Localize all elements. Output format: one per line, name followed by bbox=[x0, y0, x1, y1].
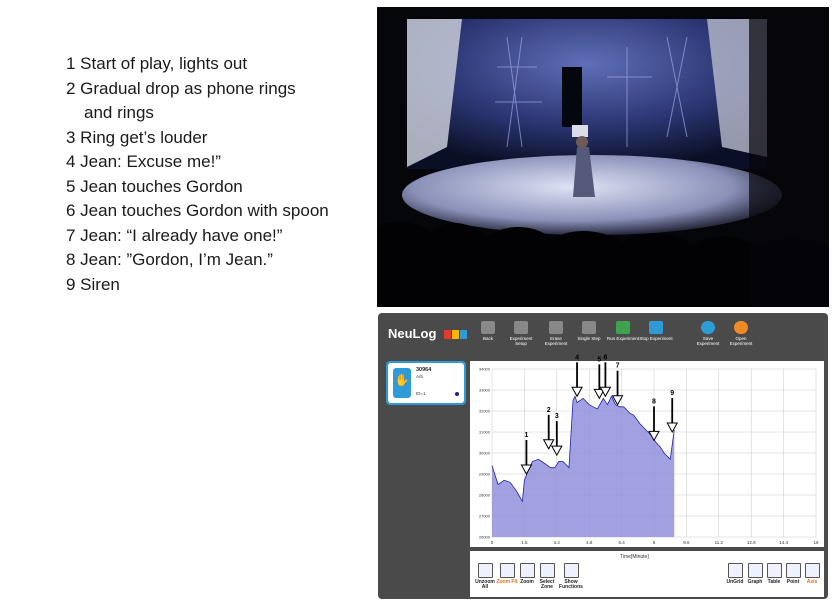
x-tick-label: 12.8 bbox=[746, 540, 756, 545]
x-tick-label: 14.4 bbox=[779, 540, 788, 545]
sensor-module-panel[interactable] bbox=[386, 361, 466, 405]
axis-icon bbox=[805, 563, 820, 578]
experiment-setup-button[interactable]: Experiment Setup bbox=[504, 321, 538, 346]
setup-icon bbox=[514, 321, 528, 334]
hand-icon: ✋ bbox=[393, 368, 411, 398]
graph-toolbar bbox=[470, 551, 824, 597]
y-tick-label: 31000 bbox=[478, 429, 490, 435]
annotation-label: 7 bbox=[615, 362, 620, 370]
sensor-value: 30964 bbox=[416, 367, 432, 373]
cloud-download-icon bbox=[734, 321, 748, 334]
x-tick-label: 6.4 bbox=[618, 540, 625, 545]
annotation-label: 6 bbox=[603, 354, 608, 362]
axis-button[interactable]: Axis bbox=[799, 563, 825, 585]
x-tick-label: 11.2 bbox=[714, 540, 724, 545]
zoom-icon bbox=[520, 563, 535, 578]
x-tick-label: 8 bbox=[652, 540, 656, 545]
zoom-button[interactable]: Zoom bbox=[514, 563, 540, 585]
sensor-unit: Arb bbox=[416, 374, 424, 379]
neulog-app-window bbox=[378, 313, 828, 599]
annotation-label: 2 bbox=[546, 406, 551, 414]
cue-notes-list bbox=[66, 52, 329, 297]
cue-note: 3 Ring get’s louder bbox=[66, 127, 208, 147]
x-tick-label: 9.6 bbox=[683, 540, 690, 545]
x-tick-label: 4.8 bbox=[586, 540, 593, 545]
y-tick-label: 32000 bbox=[478, 408, 490, 414]
cue-note: 5 Jean touches Gordon bbox=[66, 176, 243, 196]
single-step-button[interactable]: Single Step bbox=[572, 321, 606, 341]
annotation-label: 9 bbox=[670, 390, 675, 397]
x-tick-label: 0 bbox=[490, 540, 494, 545]
x-tick-label: 3.2 bbox=[553, 540, 560, 545]
cue-note: and rings bbox=[84, 103, 154, 122]
stop-experiment-button[interactable]: Stop Experiment bbox=[639, 321, 673, 341]
annotation-label: 3 bbox=[554, 413, 559, 421]
table-view-button[interactable]: Table bbox=[761, 563, 787, 585]
zoom-fit-button[interactable]: Zoom Fit bbox=[494, 563, 520, 585]
run-experiment-button[interactable]: Run Experiment bbox=[606, 321, 640, 341]
annotation-arrow-head bbox=[667, 423, 677, 432]
cue-note: 7 Jean: “I already have one!” bbox=[66, 225, 283, 245]
annotation-label: 5 bbox=[597, 356, 602, 364]
cue-note: 4 Jean: Excuse me!” bbox=[66, 152, 221, 171]
status-dot bbox=[455, 392, 459, 396]
cue-note: 9 Siren bbox=[66, 274, 120, 294]
sensor-id: ID=1 bbox=[416, 391, 426, 396]
y-tick-label: 27000 bbox=[478, 513, 490, 519]
camera-icon bbox=[582, 321, 596, 334]
cue-note: 1 Start of play, lights out bbox=[66, 54, 248, 73]
magnifier-icon bbox=[478, 563, 493, 578]
erase-experiment-button[interactable]: Erase Experiment bbox=[539, 321, 573, 346]
graph-view-button[interactable]: Graph bbox=[742, 563, 768, 585]
y-tick-label: 34000 bbox=[478, 366, 490, 372]
annotation-label: 1 bbox=[524, 432, 529, 439]
neulog-logo: NeuLog bbox=[388, 326, 467, 341]
stage-photo bbox=[377, 7, 829, 307]
grid-icon bbox=[728, 563, 743, 578]
stop-icon bbox=[649, 321, 663, 334]
x-axis-label: Time[Minute] bbox=[620, 554, 649, 560]
unzoom-all-button[interactable]: Unzoom All bbox=[472, 563, 498, 590]
y-tick-label: 30000 bbox=[478, 450, 490, 456]
cue-note: 8 Jean: ”Gordon, I’m Jean.” bbox=[66, 250, 273, 269]
y-tick-label: 33000 bbox=[478, 387, 490, 393]
function-icon bbox=[564, 563, 579, 578]
sensor-card[interactable] bbox=[388, 363, 464, 403]
show-functions-button[interactable]: Show Functions bbox=[558, 563, 584, 590]
annotation-label: 8 bbox=[652, 398, 656, 406]
annotation-label: 4 bbox=[575, 354, 580, 362]
back-button[interactable]: Back bbox=[471, 321, 505, 341]
y-tick-label: 29000 bbox=[478, 471, 490, 477]
eye-icon bbox=[540, 563, 555, 578]
sensor-graph[interactable] bbox=[470, 354, 824, 547]
annotation-arrow-head bbox=[552, 446, 562, 455]
x-tick-label: 16 bbox=[813, 540, 819, 545]
cue-note: 6 Jean touches Gordon with spoon bbox=[66, 201, 329, 220]
zoom-fit-icon bbox=[500, 563, 515, 578]
back-icon bbox=[481, 321, 495, 334]
trash-icon bbox=[549, 321, 563, 334]
open-experiment-button[interactable]: Open Experiment bbox=[724, 321, 758, 346]
cloud-upload-icon bbox=[701, 321, 715, 334]
cue-note: 2 Gradual drop as phone rings bbox=[66, 78, 296, 98]
y-tick-label: 26000 bbox=[478, 534, 490, 540]
point-button[interactable]: Point bbox=[780, 563, 806, 585]
play-icon bbox=[616, 321, 630, 334]
ungrid-button[interactable]: UnGrid bbox=[722, 563, 748, 585]
area-fill bbox=[492, 396, 674, 537]
x-tick-label: 1.6 bbox=[521, 540, 528, 545]
annotation-arrow-head bbox=[572, 387, 582, 396]
select-zone-button[interactable]: Select Zone bbox=[534, 563, 560, 590]
y-tick-label: 28000 bbox=[478, 492, 490, 498]
save-experiment-button[interactable]: Save Experiment bbox=[691, 321, 725, 346]
